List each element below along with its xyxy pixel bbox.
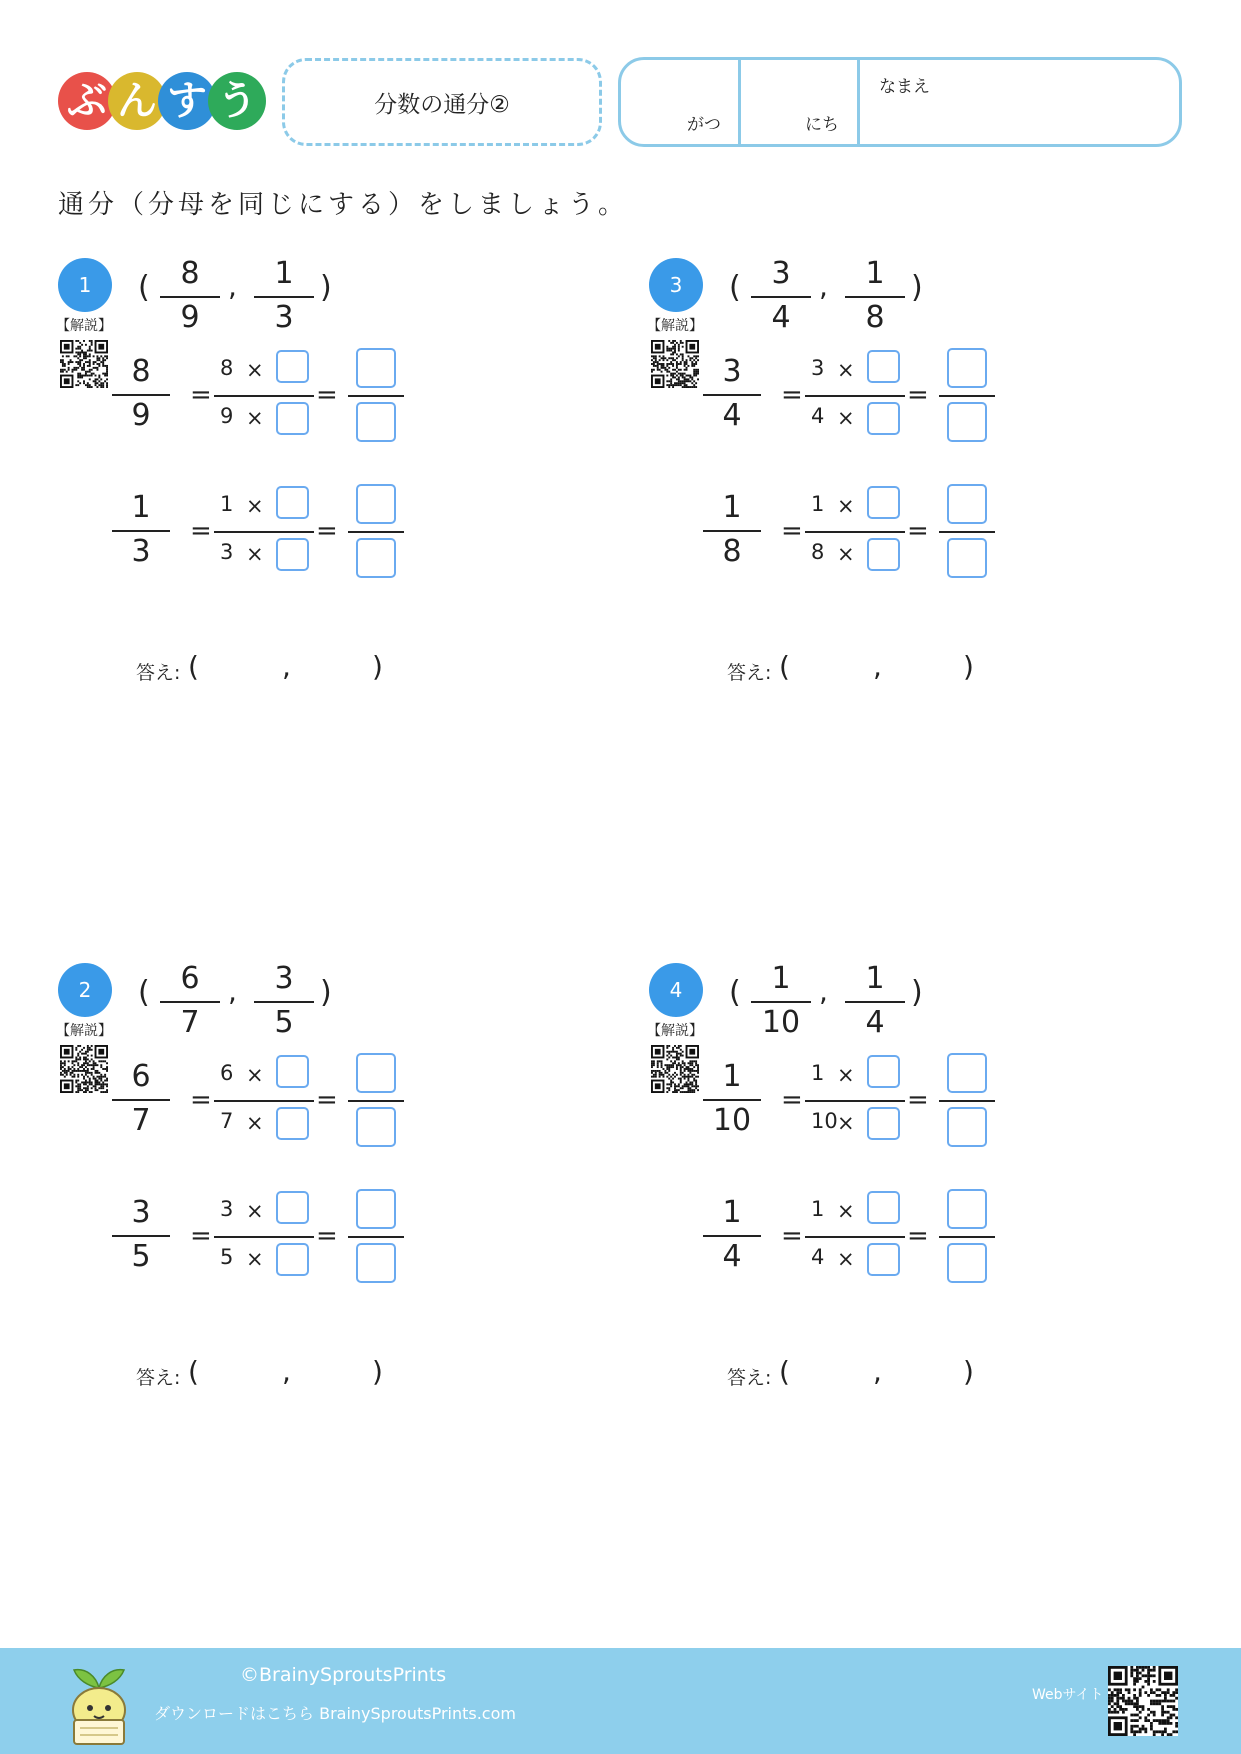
equals-sign: =	[907, 380, 929, 410]
numerator-multiplier-input[interactable]	[867, 1055, 900, 1088]
result-denominator-input[interactable]	[947, 1243, 987, 1283]
equals-sign: =	[190, 380, 212, 410]
times-sign: ×	[837, 542, 855, 566]
numerator: 1	[220, 492, 234, 516]
multiplication-fraction	[805, 1189, 905, 1285]
equals-sign: =	[907, 1085, 929, 1115]
answer-input-b[interactable]	[893, 652, 953, 686]
times-sign: ×	[837, 1111, 855, 1135]
fraction-bar	[939, 1100, 995, 1102]
denominator: 3	[131, 534, 151, 569]
result-denominator-input[interactable]	[947, 1107, 987, 1147]
fraction-bar	[805, 1100, 905, 1102]
denominator-multiplier-input[interactable]	[276, 538, 309, 571]
result-denominator-input[interactable]	[947, 538, 987, 578]
result-denominator-input[interactable]	[947, 402, 987, 442]
numerator: 6	[220, 1061, 234, 1085]
numerator-multiplier-input[interactable]	[276, 486, 309, 519]
denominator: 8	[722, 534, 742, 569]
explanation-label: 【解説】	[647, 318, 703, 334]
footer	[0, 1648, 1241, 1754]
fraction-bar	[751, 296, 811, 298]
equals-sign: =	[907, 516, 929, 546]
logo-char: う	[208, 72, 266, 130]
question-fraction-a	[160, 252, 220, 342]
problem-card	[58, 963, 618, 1433]
numerator: 1	[865, 961, 885, 996]
answer-input-b[interactable]	[302, 1357, 362, 1391]
result-numerator-input[interactable]	[356, 484, 396, 524]
times-sign: ×	[246, 1199, 264, 1223]
fraction-bar	[254, 1001, 314, 1003]
conversion-row	[58, 1189, 458, 1289]
answer-close-paren: )	[963, 650, 974, 683]
logo-char: ぶ	[58, 72, 116, 130]
fraction-bar	[703, 1099, 761, 1101]
times-sign: ×	[246, 494, 264, 518]
numerator-multiplier-input[interactable]	[867, 350, 900, 383]
comma: ,	[819, 270, 828, 303]
denominator: 4	[811, 1245, 825, 1269]
answer-input-a[interactable]	[206, 652, 276, 686]
numerator: 8	[131, 354, 151, 389]
original-fraction	[112, 1191, 170, 1281]
answer-label: 答え:	[136, 1367, 181, 1389]
result-denominator-input[interactable]	[356, 1243, 396, 1283]
multiplication-fraction	[214, 484, 314, 580]
answer-line	[727, 650, 987, 690]
conversion-row	[58, 348, 458, 448]
brand-logo	[58, 72, 268, 134]
month-label: がつ	[687, 115, 721, 135]
numerator: 3	[722, 354, 742, 389]
sprout-mascot-icon	[66, 1658, 132, 1746]
fraction-bar	[112, 1235, 170, 1237]
numerator: 8	[220, 356, 234, 380]
times-sign: ×	[837, 1199, 855, 1223]
numerator: 1	[811, 1197, 825, 1221]
answer-close-paren: )	[372, 650, 383, 683]
times-sign: ×	[246, 1111, 264, 1135]
result-denominator-input[interactable]	[356, 402, 396, 442]
fraction-bar	[845, 1001, 905, 1003]
divider	[857, 60, 860, 144]
denominator: 5	[220, 1245, 234, 1269]
denominator: 7	[220, 1109, 234, 1133]
answer-comma: ,	[282, 1355, 291, 1388]
fraction-bar	[805, 395, 905, 397]
fraction-bar	[112, 1099, 170, 1101]
original-fraction	[112, 486, 170, 576]
numerator: 3	[811, 356, 825, 380]
equals-sign: =	[190, 516, 212, 546]
fraction-bar	[703, 530, 761, 532]
answer-open-paren: (	[188, 650, 199, 683]
logo-char: す	[158, 72, 216, 130]
times-sign: ×	[837, 406, 855, 430]
explanation-label: 【解説】	[647, 1023, 703, 1039]
open-paren: (	[729, 975, 741, 1010]
worksheet-title: 分数の通分②	[374, 91, 510, 118]
answer-close-paren: )	[963, 1355, 974, 1388]
close-paren: )	[911, 975, 923, 1010]
denominator: 4	[771, 300, 791, 335]
answer-input-a[interactable]	[206, 1357, 276, 1391]
conversion-row	[58, 484, 458, 584]
open-paren: (	[138, 270, 150, 305]
fraction-bar	[939, 395, 995, 397]
denominator: 10	[811, 1109, 838, 1133]
fraction-bar	[845, 296, 905, 298]
fraction-bar	[939, 1236, 995, 1238]
answer-line	[136, 650, 396, 690]
denominator-multiplier-input[interactable]	[276, 1107, 309, 1140]
denominator: 3	[274, 300, 294, 335]
equals-sign: =	[316, 380, 338, 410]
original-fraction	[703, 1055, 761, 1145]
numerator-multiplier-input[interactable]	[276, 1055, 309, 1088]
comma: ,	[819, 975, 828, 1008]
equals-sign: =	[781, 380, 803, 410]
answer-line	[136, 1355, 396, 1395]
fraction-bar	[703, 394, 761, 396]
close-paren: )	[320, 270, 332, 305]
conversion-row	[649, 484, 1049, 584]
question-fraction-b	[845, 252, 905, 342]
result-denominator-input[interactable]	[356, 1107, 396, 1147]
question-fraction-a	[751, 957, 811, 1047]
multiplication-fraction	[805, 484, 905, 580]
problem-card	[649, 258, 1209, 728]
times-sign: ×	[837, 494, 855, 518]
numerator: 1	[811, 1061, 825, 1085]
answer-input-a[interactable]	[797, 652, 867, 686]
answer-comma: ,	[873, 650, 882, 683]
original-fraction	[112, 350, 170, 440]
website-qr-code-icon[interactable]	[1108, 1666, 1178, 1736]
comma: ,	[228, 975, 237, 1008]
numerator-multiplier-input[interactable]	[867, 486, 900, 519]
open-paren: (	[138, 975, 150, 1010]
divider	[738, 60, 741, 144]
answer-comma: ,	[873, 1355, 882, 1388]
fraction-bar	[348, 395, 404, 397]
numerator: 1	[865, 256, 885, 291]
original-fraction	[703, 350, 761, 440]
fraction-bar	[703, 1235, 761, 1237]
result-numerator-input[interactable]	[356, 1189, 396, 1229]
answer-input-b[interactable]	[302, 652, 362, 686]
problem-number-badge: 1	[58, 258, 112, 312]
question-fraction-a	[160, 957, 220, 1047]
website-label: Webサイト	[1032, 1687, 1104, 1703]
times-sign: ×	[246, 406, 264, 430]
numerator: 1	[274, 256, 294, 291]
problem-number-badge: 2	[58, 963, 112, 1017]
times-sign: ×	[246, 542, 264, 566]
conversion-row	[58, 1053, 458, 1153]
numerator: 8	[180, 256, 200, 291]
numerator-multiplier-input[interactable]	[867, 1191, 900, 1224]
fraction-bar	[348, 531, 404, 533]
name-label: なまえ	[879, 77, 930, 97]
denominator: 7	[131, 1103, 151, 1138]
equals-sign: =	[316, 1221, 338, 1251]
times-sign: ×	[837, 358, 855, 382]
multiplication-fraction	[805, 1053, 905, 1149]
numerator: 6	[131, 1059, 151, 1094]
denominator: 8	[865, 300, 885, 335]
original-fraction	[112, 1055, 170, 1145]
denominator: 4	[722, 1239, 742, 1274]
close-paren: )	[911, 270, 923, 305]
equals-sign: =	[316, 516, 338, 546]
fraction-bar	[214, 1100, 314, 1102]
open-paren: (	[729, 270, 741, 305]
fraction-bar	[348, 1236, 404, 1238]
times-sign: ×	[837, 1063, 855, 1087]
result-numerator-input[interactable]	[947, 1053, 987, 1093]
answer-open-paren: (	[779, 1355, 790, 1388]
denominator: 5	[274, 1005, 294, 1040]
numerator: 3	[771, 256, 791, 291]
answer-comma: ,	[282, 650, 291, 683]
equals-sign: =	[907, 1221, 929, 1251]
numerator: 1	[811, 492, 825, 516]
times-sign: ×	[837, 1247, 855, 1271]
conversion-row	[649, 1053, 1049, 1153]
instruction-text: 通分（分母を同じにする）をしましょう。	[58, 190, 629, 220]
explanation-label: 【解説】	[56, 318, 112, 334]
equals-sign: =	[781, 516, 803, 546]
denominator: 10	[712, 1103, 752, 1138]
answer-open-paren: (	[188, 1355, 199, 1388]
denominator-multiplier-input[interactable]	[276, 402, 309, 435]
denominator-multiplier-input[interactable]	[867, 538, 900, 571]
equals-sign: =	[316, 1085, 338, 1115]
answer-label: 答え:	[727, 1367, 772, 1389]
download-link[interactable]: ダウンロードはこちら BrainySproutsPrints.com	[154, 1704, 516, 1723]
numerator-multiplier-input[interactable]	[276, 1191, 309, 1224]
denominator: 4	[722, 398, 742, 433]
answer-label: 答え:	[727, 662, 772, 684]
result-numerator-input[interactable]	[947, 1189, 987, 1229]
copyright-text: ©BrainySproutsPrints	[240, 1664, 447, 1686]
denominator-multiplier-input[interactable]	[867, 1243, 900, 1276]
original-fraction	[703, 1191, 761, 1281]
answer-line	[727, 1355, 987, 1395]
denominator: 9	[220, 404, 234, 428]
original-fraction	[703, 486, 761, 576]
fraction-bar	[939, 531, 995, 533]
close-paren: )	[320, 975, 332, 1010]
fraction-bar	[348, 1100, 404, 1102]
result-denominator-input[interactable]	[356, 538, 396, 578]
student-info-box	[618, 57, 1182, 147]
numerator: 1	[771, 961, 791, 996]
equals-sign: =	[781, 1221, 803, 1251]
denominator: 4	[865, 1005, 885, 1040]
numerator: 1	[722, 490, 742, 525]
denominator-multiplier-input[interactable]	[867, 1107, 900, 1140]
fraction-bar	[214, 531, 314, 533]
fraction-bar	[751, 1001, 811, 1003]
result-numerator-input[interactable]	[947, 484, 987, 524]
problem-number-badge: 3	[649, 258, 703, 312]
problem-card	[58, 258, 618, 728]
multiplication-fraction	[214, 1053, 314, 1149]
fraction-bar	[214, 395, 314, 397]
conversion-row	[649, 1189, 1049, 1289]
problem-card	[649, 963, 1209, 1433]
equals-sign: =	[781, 1085, 803, 1115]
result-numerator-input[interactable]	[356, 1053, 396, 1093]
denominator-multiplier-input[interactable]	[867, 402, 900, 435]
question-fraction-b	[254, 252, 314, 342]
numerator-multiplier-input[interactable]	[276, 350, 309, 383]
denominator: 9	[180, 300, 200, 335]
fraction-bar	[112, 394, 170, 396]
denominator: 5	[131, 1239, 151, 1274]
worksheet-title-box	[282, 58, 602, 146]
numerator: 3	[131, 1195, 151, 1230]
fraction-bar	[112, 530, 170, 532]
times-sign: ×	[246, 1247, 264, 1271]
fraction-bar	[805, 1236, 905, 1238]
equals-sign: =	[190, 1221, 212, 1251]
answer-input-a[interactable]	[797, 1357, 867, 1391]
denominator: 8	[811, 540, 825, 564]
numerator: 3	[274, 961, 294, 996]
result-numerator-input[interactable]	[356, 348, 396, 388]
fraction-bar	[254, 296, 314, 298]
question-fraction-a	[751, 252, 811, 342]
answer-input-b[interactable]	[893, 1357, 953, 1391]
fraction-bar	[160, 296, 220, 298]
fraction-bar	[805, 531, 905, 533]
answer-close-paren: )	[372, 1355, 383, 1388]
times-sign: ×	[246, 1063, 264, 1087]
question-fraction-b	[845, 957, 905, 1047]
fraction-bar	[214, 1236, 314, 1238]
comma: ,	[228, 270, 237, 303]
problem-number-badge: 4	[649, 963, 703, 1017]
numerator: 1	[131, 490, 151, 525]
times-sign: ×	[246, 358, 264, 382]
multiplication-fraction	[214, 1189, 314, 1285]
day-label: にち	[805, 115, 839, 135]
numerator: 6	[180, 961, 200, 996]
denominator: 4	[811, 404, 825, 428]
answer-label: 答え:	[136, 662, 181, 684]
equals-sign: =	[190, 1085, 212, 1115]
fraction-bar	[160, 1001, 220, 1003]
denominator: 9	[131, 398, 151, 433]
denominator: 3	[220, 540, 234, 564]
denominator: 10	[761, 1005, 801, 1040]
question-fraction-b	[254, 957, 314, 1047]
numerator: 3	[220, 1197, 234, 1221]
denominator-multiplier-input[interactable]	[276, 1243, 309, 1276]
numerator: 1	[722, 1059, 742, 1094]
multiplication-fraction	[805, 348, 905, 444]
logo-char: ん	[108, 72, 166, 130]
explanation-label: 【解説】	[56, 1023, 112, 1039]
answer-open-paren: (	[779, 650, 790, 683]
conversion-row	[649, 348, 1049, 448]
multiplication-fraction	[214, 348, 314, 444]
result-numerator-input[interactable]	[947, 348, 987, 388]
numerator: 1	[722, 1195, 742, 1230]
denominator: 7	[180, 1005, 200, 1040]
